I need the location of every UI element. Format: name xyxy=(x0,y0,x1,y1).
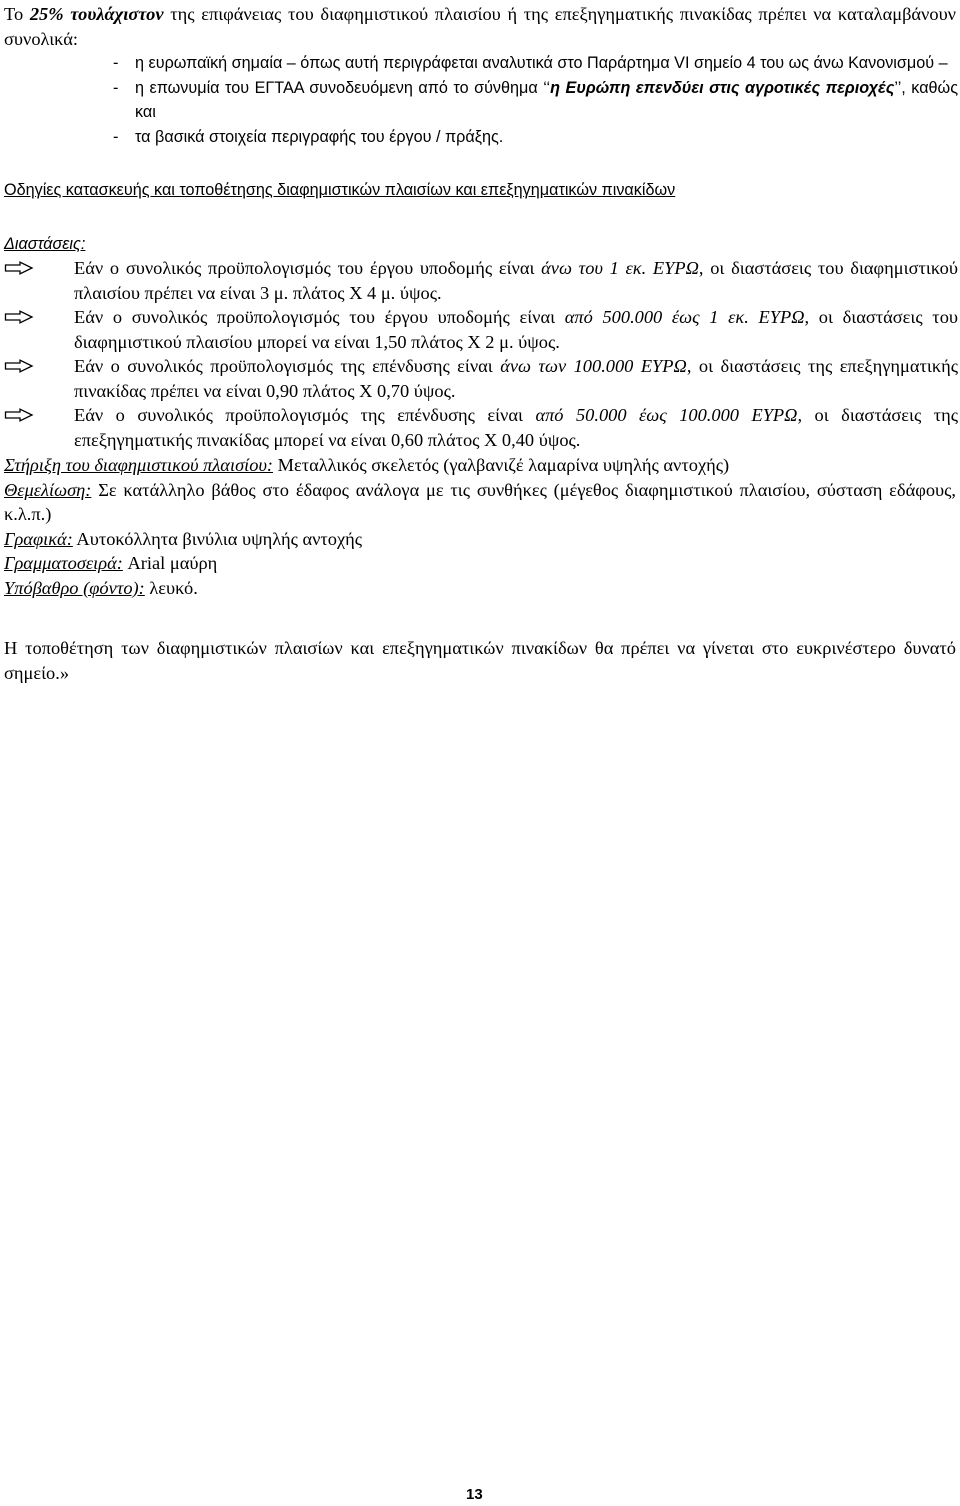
intro-paragraph xyxy=(4,2,956,51)
spec-line-background xyxy=(4,576,956,601)
spec-line-foundation xyxy=(4,478,956,527)
dash-marker: - xyxy=(113,78,119,97)
spec-value: λευκό. xyxy=(144,577,198,598)
dimensions-heading: Διαστάσεις: xyxy=(4,235,86,253)
intro-post: της επιφάνειας του διαφημιστικού πλαισίου ή της επεξηγηματικής πινακίδας πρέπει να καταλαμβάνουν συνολικά: xyxy=(4,4,956,49)
list-item-text: η επωνυμία του ΕΓΤΑΑ συνοδευόμενη από το σύνθημα ‘‘ xyxy=(135,78,551,97)
hollow-right-arrow-icon xyxy=(4,408,34,422)
budget-range: από 50.000 έως 100.000 ΕΥΡΩ, xyxy=(535,405,803,425)
hollow-right-arrow-icon xyxy=(4,310,34,324)
intro-pre: Το xyxy=(4,4,30,24)
spec-value: Μεταλλικός σκελετός (γαλβανιζέ λαμαρίνα υψηλής αντοχής) xyxy=(273,455,730,475)
budget-range: άνω των 100.000 ΕΥΡΩ xyxy=(500,356,687,376)
dash-marker: - xyxy=(113,54,119,72)
list-item-text: Εάν ο συνολικός προϋπολογισμός του έργου υποδομής είναι xyxy=(74,258,542,278)
spec-line-graphics xyxy=(4,527,956,552)
spec-value: Σε κατάλληλο βάθος στο έδαφος ανάλογα με τις συνθήκες (μέγεθος διαφημιστικού πλαισίου, σύσταση εδάφους, κ.λ.π.) xyxy=(4,479,956,524)
page-number: 13 xyxy=(466,1486,483,1503)
dash-list xyxy=(113,51,958,149)
list-item-text: , οι διαστάσεις του διαφημιστικού πλαισίου μπορεί να είναι 1,50 πλάτος Χ 2 μ. ύψος. xyxy=(74,307,959,352)
spec-label: Γραφικά: xyxy=(4,528,73,549)
closing-paragraph: Η τοποθέτηση των διαφημιστικών πλαισίων και επεξηγηματικών πινακίδων θα πρέπει να γίνεται στο ευκρινέστερο δυνατό σημείο.» xyxy=(4,638,956,683)
list-item xyxy=(2,256,958,305)
list-item-text: , οι διαστάσεις της επεξηγηματικής πινακίδας πρέπει να είναι 0,90 πλάτος Χ 0,70 ύψος. xyxy=(74,356,958,401)
list-item xyxy=(113,125,958,150)
list-item xyxy=(113,76,958,125)
list-item-text: οι διαστάσεις της επεξηγηματικής πινακίδας μπορεί να είναι 0,60 πλάτος Χ 0,40 ύψος. xyxy=(74,405,958,450)
spec-line-support xyxy=(4,453,956,478)
dash-marker: - xyxy=(113,127,119,146)
slogan-text: η Ευρώπη επενδύει στις αγροτικές περιοχές xyxy=(550,78,895,97)
instructions-heading: Οδηγίες κατασκευής και τοποθέτησης διαφημιστικών πλαισίων και επεξηγηματικών πινακίδων xyxy=(4,181,676,199)
hollow-right-arrow-icon xyxy=(4,359,34,373)
spec-value: Αυτοκόλλητα βινύλια υψηλής αντοχής xyxy=(72,528,363,549)
list-item-text: , οι διαστάσεις του διαφημιστικού πλαισίου πρέπει να είναι 3 μ. πλάτος Χ 4 μ. ύψος. xyxy=(74,258,958,303)
list-item xyxy=(2,403,958,452)
list-item-text: ’’, καθώς και xyxy=(135,78,958,121)
spec-line-font xyxy=(4,551,956,576)
list-item-text: Εάν ο συνολικός προϋπολογισμός της επένδυσης είναι xyxy=(74,405,536,425)
hollow-right-arrow-icon xyxy=(4,261,34,275)
specifications xyxy=(4,453,956,600)
spec-label: Θεμελίωση: xyxy=(4,479,92,500)
budget-range: από 500.000 έως 1 εκ. ΕΥΡΩ xyxy=(564,307,805,327)
list-item-text: τα βασικά στοιχεία περιγραφής του έργου / πράξης. xyxy=(135,127,504,146)
dimensions-list xyxy=(2,256,958,452)
spec-label: Γραμματοσειρά: xyxy=(4,553,123,573)
intro-percent: 25% τουλάχιστον xyxy=(29,4,164,24)
list-item xyxy=(2,305,958,354)
list-item-text: Εάν ο συνολικός προϋπολογισμός της επένδυσης είναι xyxy=(74,356,501,376)
spec-value: Arial μαύρη xyxy=(122,553,218,573)
budget-range: άνω του 1 εκ. ΕΥΡΩ xyxy=(541,258,699,278)
list-item xyxy=(113,51,958,76)
list-item-text: Εάν ο συνολικός προϋπολογισμός του έργου υποδομής είναι xyxy=(74,307,565,327)
spec-label: Στήριξη του διαφημιστικού πλαισίου: xyxy=(4,455,274,475)
spec-label: Υπόβαθρο (φόντο): xyxy=(4,577,145,598)
list-item xyxy=(2,354,958,403)
list-item-text: η ευρωπαϊκή σημαία – όπως αυτή περιγράφεται αναλυτικά στο Παράρτημα VI σημείο 4 του ως άνω Κανονισμού – xyxy=(135,54,948,72)
